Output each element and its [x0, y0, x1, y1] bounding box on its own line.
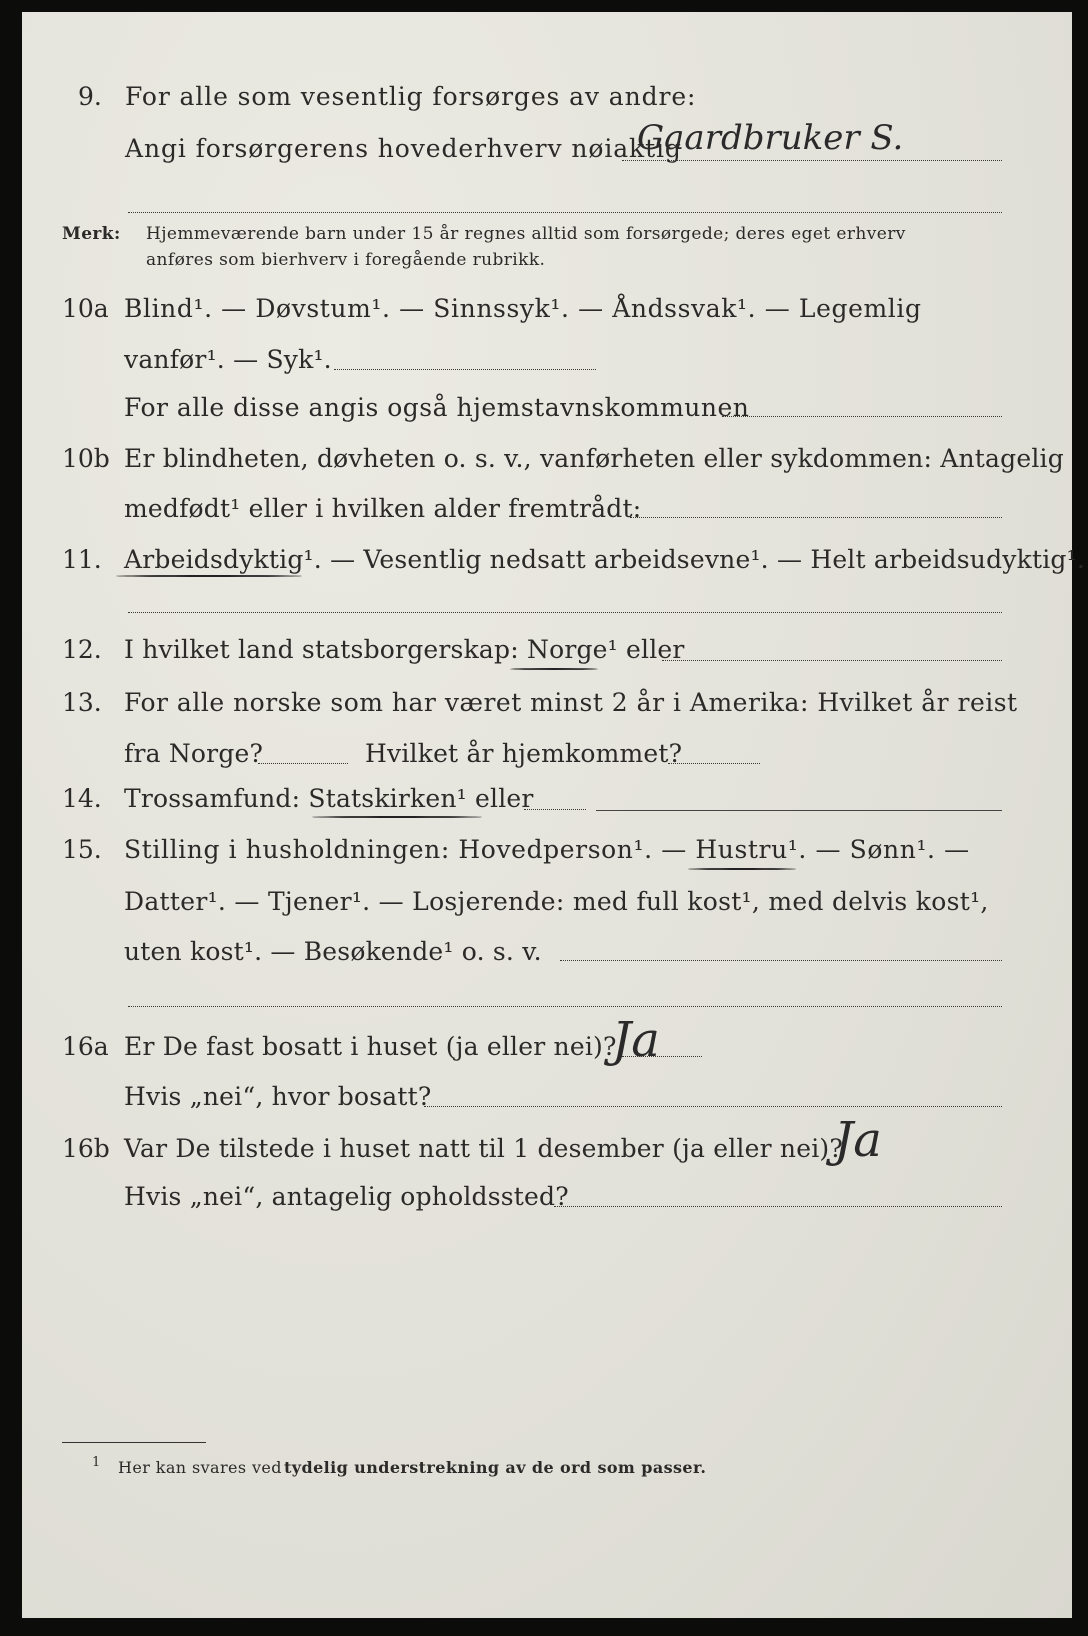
q16b-number: 16b	[62, 1134, 110, 1163]
q10a-syk-line	[334, 369, 596, 370]
q10a-kommune-line	[722, 416, 1002, 417]
q12-number: 12.	[62, 635, 102, 664]
q16a-handwritten-answer: Ja	[612, 1012, 660, 1068]
q16b-line2: Hvis „nei“, antagelig opholdssted?	[124, 1182, 569, 1211]
q14-number: 14.	[62, 784, 102, 813]
q16b-line1: Var De tilstede i huset natt til 1 desember (ja eller nei)?	[124, 1134, 843, 1163]
q10b-alder-line	[630, 517, 1002, 518]
q16a-answer-line	[622, 1056, 702, 1057]
q16a-number: 16a	[62, 1032, 109, 1061]
q16a-bosatt-line	[424, 1106, 1002, 1107]
q14-eller-line	[524, 809, 586, 810]
q9-number: 9.	[78, 82, 102, 111]
q14-answer-line	[596, 810, 1002, 811]
q9-line2: Angi forsørgerens hovederhverv nøiaktig	[125, 134, 682, 163]
q13-reist-line	[258, 763, 348, 764]
footnote-text-b: tydelig understrekning av de ord som passer.	[284, 1458, 707, 1477]
q9-line1: For alle som vesentlig forsørges av andre:	[125, 82, 697, 111]
q10a-line1: Blind¹. — Døvstum¹. — Sinnssyk¹. — Åndssvak¹. — Legemlig	[124, 294, 922, 323]
merk-line2: anføres som bierhverv i foregående rubrikk.	[146, 250, 546, 270]
q11-arbeidsdyktig-underline	[116, 575, 302, 577]
q11-line1: Arbeidsdyktig¹. — Vesentlig nedsatt arbeidsevne¹. — Helt arbeidsudyktig¹.	[124, 545, 1085, 574]
q13-hjemkommet-line	[668, 763, 760, 764]
footnote-rule	[62, 1442, 206, 1443]
q11-number: 11.	[62, 545, 102, 574]
q9-answer-line	[622, 160, 1002, 161]
q9-handwritten-answer: Gaardbruker S.	[637, 118, 904, 158]
q15-line3: uten kost¹. — Besøkende¹ o. s. v.	[124, 937, 542, 966]
footnote-text-a: Her kan svares ved	[118, 1458, 282, 1477]
q13-line2b: Hvilket år hjemkommet?	[365, 739, 683, 768]
q10a-number: 10a	[62, 294, 109, 323]
q15-hustru-underline	[688, 868, 796, 870]
q16a-line2: Hvis „nei“, hvor bosatt?	[124, 1082, 432, 1111]
q15-extra-line	[128, 1006, 1002, 1007]
q10a-line2: vanfør¹. — Syk¹.	[124, 345, 332, 374]
q10a-line3: For alle disse angis også hjemstavnskommunen	[124, 393, 750, 422]
q16b-handwritten-answer: Ja	[834, 1112, 882, 1168]
q10b-line1: Er blindheten, døvheten o. s. v., vanførheten eller sykdommen: Antagelig	[124, 444, 1064, 473]
q15-line1: Stilling i husholdningen: Hovedperson¹. — Hustru¹. — Sønn¹. —	[124, 835, 970, 864]
q15-number: 15.	[62, 835, 102, 864]
q11-extra-line	[128, 612, 1002, 613]
q9-extra-line	[128, 212, 1002, 213]
q12-norge-underline	[510, 668, 598, 670]
q10b-line2: medfødt¹ eller i hvilken alder fremtrådt:	[124, 494, 642, 523]
q13-number: 13.	[62, 688, 102, 717]
q15-line2: Datter¹. — Tjener¹. — Losjerende: med full kost¹, med delvis kost¹,	[124, 887, 989, 916]
census-form-page	[22, 12, 1085, 1618]
q13-line2a: fra Norge?	[124, 739, 264, 768]
q14-statskirken-underline	[312, 816, 482, 818]
q15-line3-dots	[560, 960, 1002, 961]
merk-line1: Hjemmeværende barn under 15 år regnes alltid som forsørgede; deres eget erhverv	[146, 224, 906, 244]
q13-line1: For alle norske som har været minst 2 år i Amerika: Hvilket år reist	[124, 688, 1018, 717]
q12-land-line	[662, 660, 1002, 661]
q10b-number: 10b	[62, 444, 110, 473]
merk-label: Merk:	[62, 224, 121, 244]
q16b-opholdssted-line	[554, 1206, 1002, 1207]
q16a-line1: Er De fast bosatt i huset (ja eller nei)?	[124, 1032, 617, 1061]
q14-line1: Trossamfund: Statskirken¹ eller	[124, 784, 534, 813]
footnote-mark: 1	[92, 1455, 101, 1470]
q12-line1: I hvilket land statsborgerskap: Norge¹ eller	[124, 635, 685, 664]
